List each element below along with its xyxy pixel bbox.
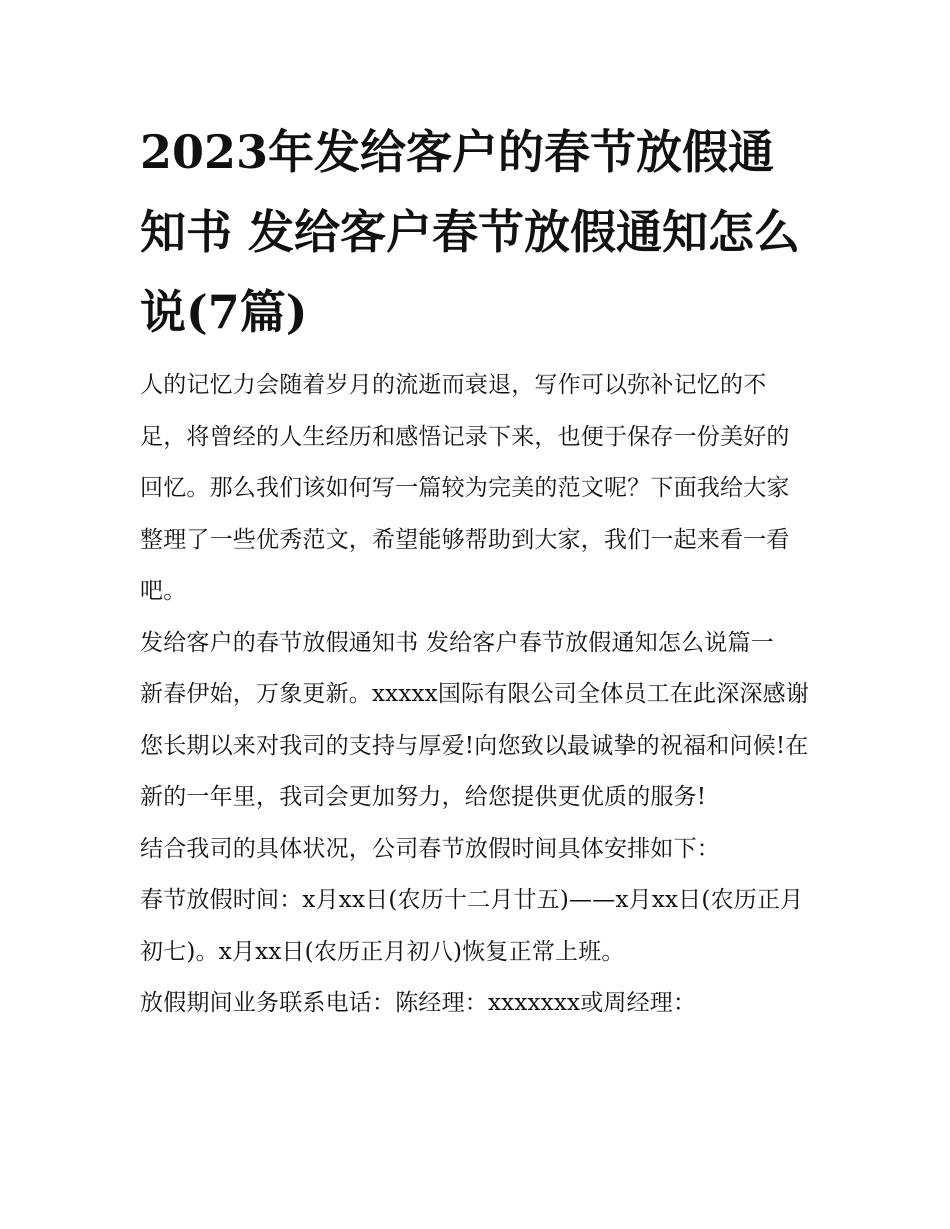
greeting-paragraph: 新春伊始，万象更新。xxxxx国际有限公司全体员工在此深深感谢您长期以来对我司的支持与厚爱!向您致以最诚挚的祝福和问候!在新的一年里，我司会更加努力，给您提供更优质的服务! [140,681,810,810]
document-page [140,112,812,1030]
intro-paragraph: 人的记忆力会随着岁月的流逝而衰退，写作可以弥补记忆的不足，将曾经的人生经历和感悟记录下来，也便于保存一份美好的回忆。那么我们该如何写一篇较为完美的范文呢？下面我给大家整理了一些优秀范文，希望能够帮助到大家，我们一起来看一看吧。 [140,372,790,604]
contact-phone: 放假期间业务联系电话：陈经理：xxxxxxx或周经理： [140,990,697,1016]
holiday-schedule: 春节放假时间：x月xx日(农历十二月廿五)——x月xx日(农历正月初七)。x月xx日(农历正月初八)恢复正常上班。 [140,887,804,965]
document-body [140,360,812,1030]
section-heading: 发给客户的春节放假通知书 发给客户春节放假通知怎么说篇一 [140,629,774,656]
arrangement-intro: 结合我司的具体状况，公司春节放假时间具体安排如下： [140,835,720,862]
document-title: 2023年发给客户的春节放假通知书 发给客户春节放假通知怎么说(7篇) [140,125,801,339]
